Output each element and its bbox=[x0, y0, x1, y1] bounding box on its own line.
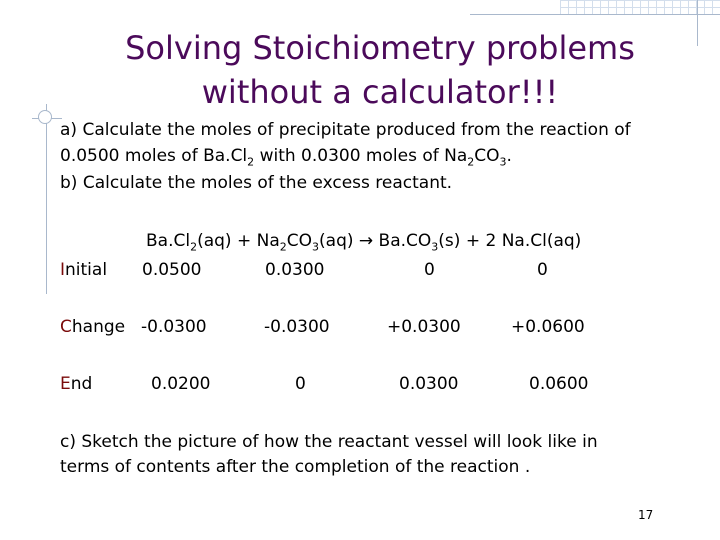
row-label-initial: Initial bbox=[60, 260, 108, 280]
table-cell: 0.0300 bbox=[265, 260, 325, 280]
row-label-change: Change bbox=[60, 317, 126, 337]
question-a-line-2: 0.0500 moles of $Ba.Cl_2$ with 0.0300 moles of $Na_2CO_3$. bbox=[60, 146, 512, 169]
table-cell: 0.0300 bbox=[399, 374, 459, 394]
title-line-1: Solving Stoichiometry problems bbox=[125, 29, 635, 67]
row-label-end: End bbox=[60, 374, 93, 394]
title-line-2: without a calculator!!! bbox=[201, 73, 559, 111]
question-a-line-1: a) Calculate the moles of precipitate produced from the reaction of bbox=[60, 120, 631, 140]
table-cell: 0 bbox=[295, 374, 306, 394]
table-cell: 0.0600 bbox=[529, 374, 589, 394]
question-b: b) Calculate the moles of the excess reactant. bbox=[60, 173, 453, 193]
table-cell: +0.0300 bbox=[387, 317, 461, 337]
question-c-line-2: terms of contents after the completion of the reaction . bbox=[60, 457, 531, 477]
table-cell: -0.0300 bbox=[141, 317, 207, 337]
arrow-icon: → bbox=[358, 231, 374, 251]
decorative-line bbox=[46, 104, 47, 294]
decorative-line bbox=[470, 14, 720, 15]
table-cell: +0.0600 bbox=[511, 317, 585, 337]
page-number: 17 bbox=[638, 508, 654, 522]
table-cell: 0 bbox=[537, 260, 548, 280]
table-cell: 0.0500 bbox=[142, 260, 202, 280]
question-c-line-1: c) Sketch the picture of how the reactant vessel will look like in bbox=[60, 432, 598, 452]
table-cell: 0 bbox=[424, 260, 435, 280]
decorative-grid bbox=[560, 0, 720, 14]
slide-title bbox=[40, 26, 720, 114]
table-cell: -0.0300 bbox=[264, 317, 330, 337]
table-cell: 0.0200 bbox=[151, 374, 211, 394]
chemical-equation: $Ba.Cl_2(aq) + Na_2CO_3(aq) \to Ba.CO_3(s) + 2$ Na.Cl(aq) bbox=[146, 231, 582, 254]
